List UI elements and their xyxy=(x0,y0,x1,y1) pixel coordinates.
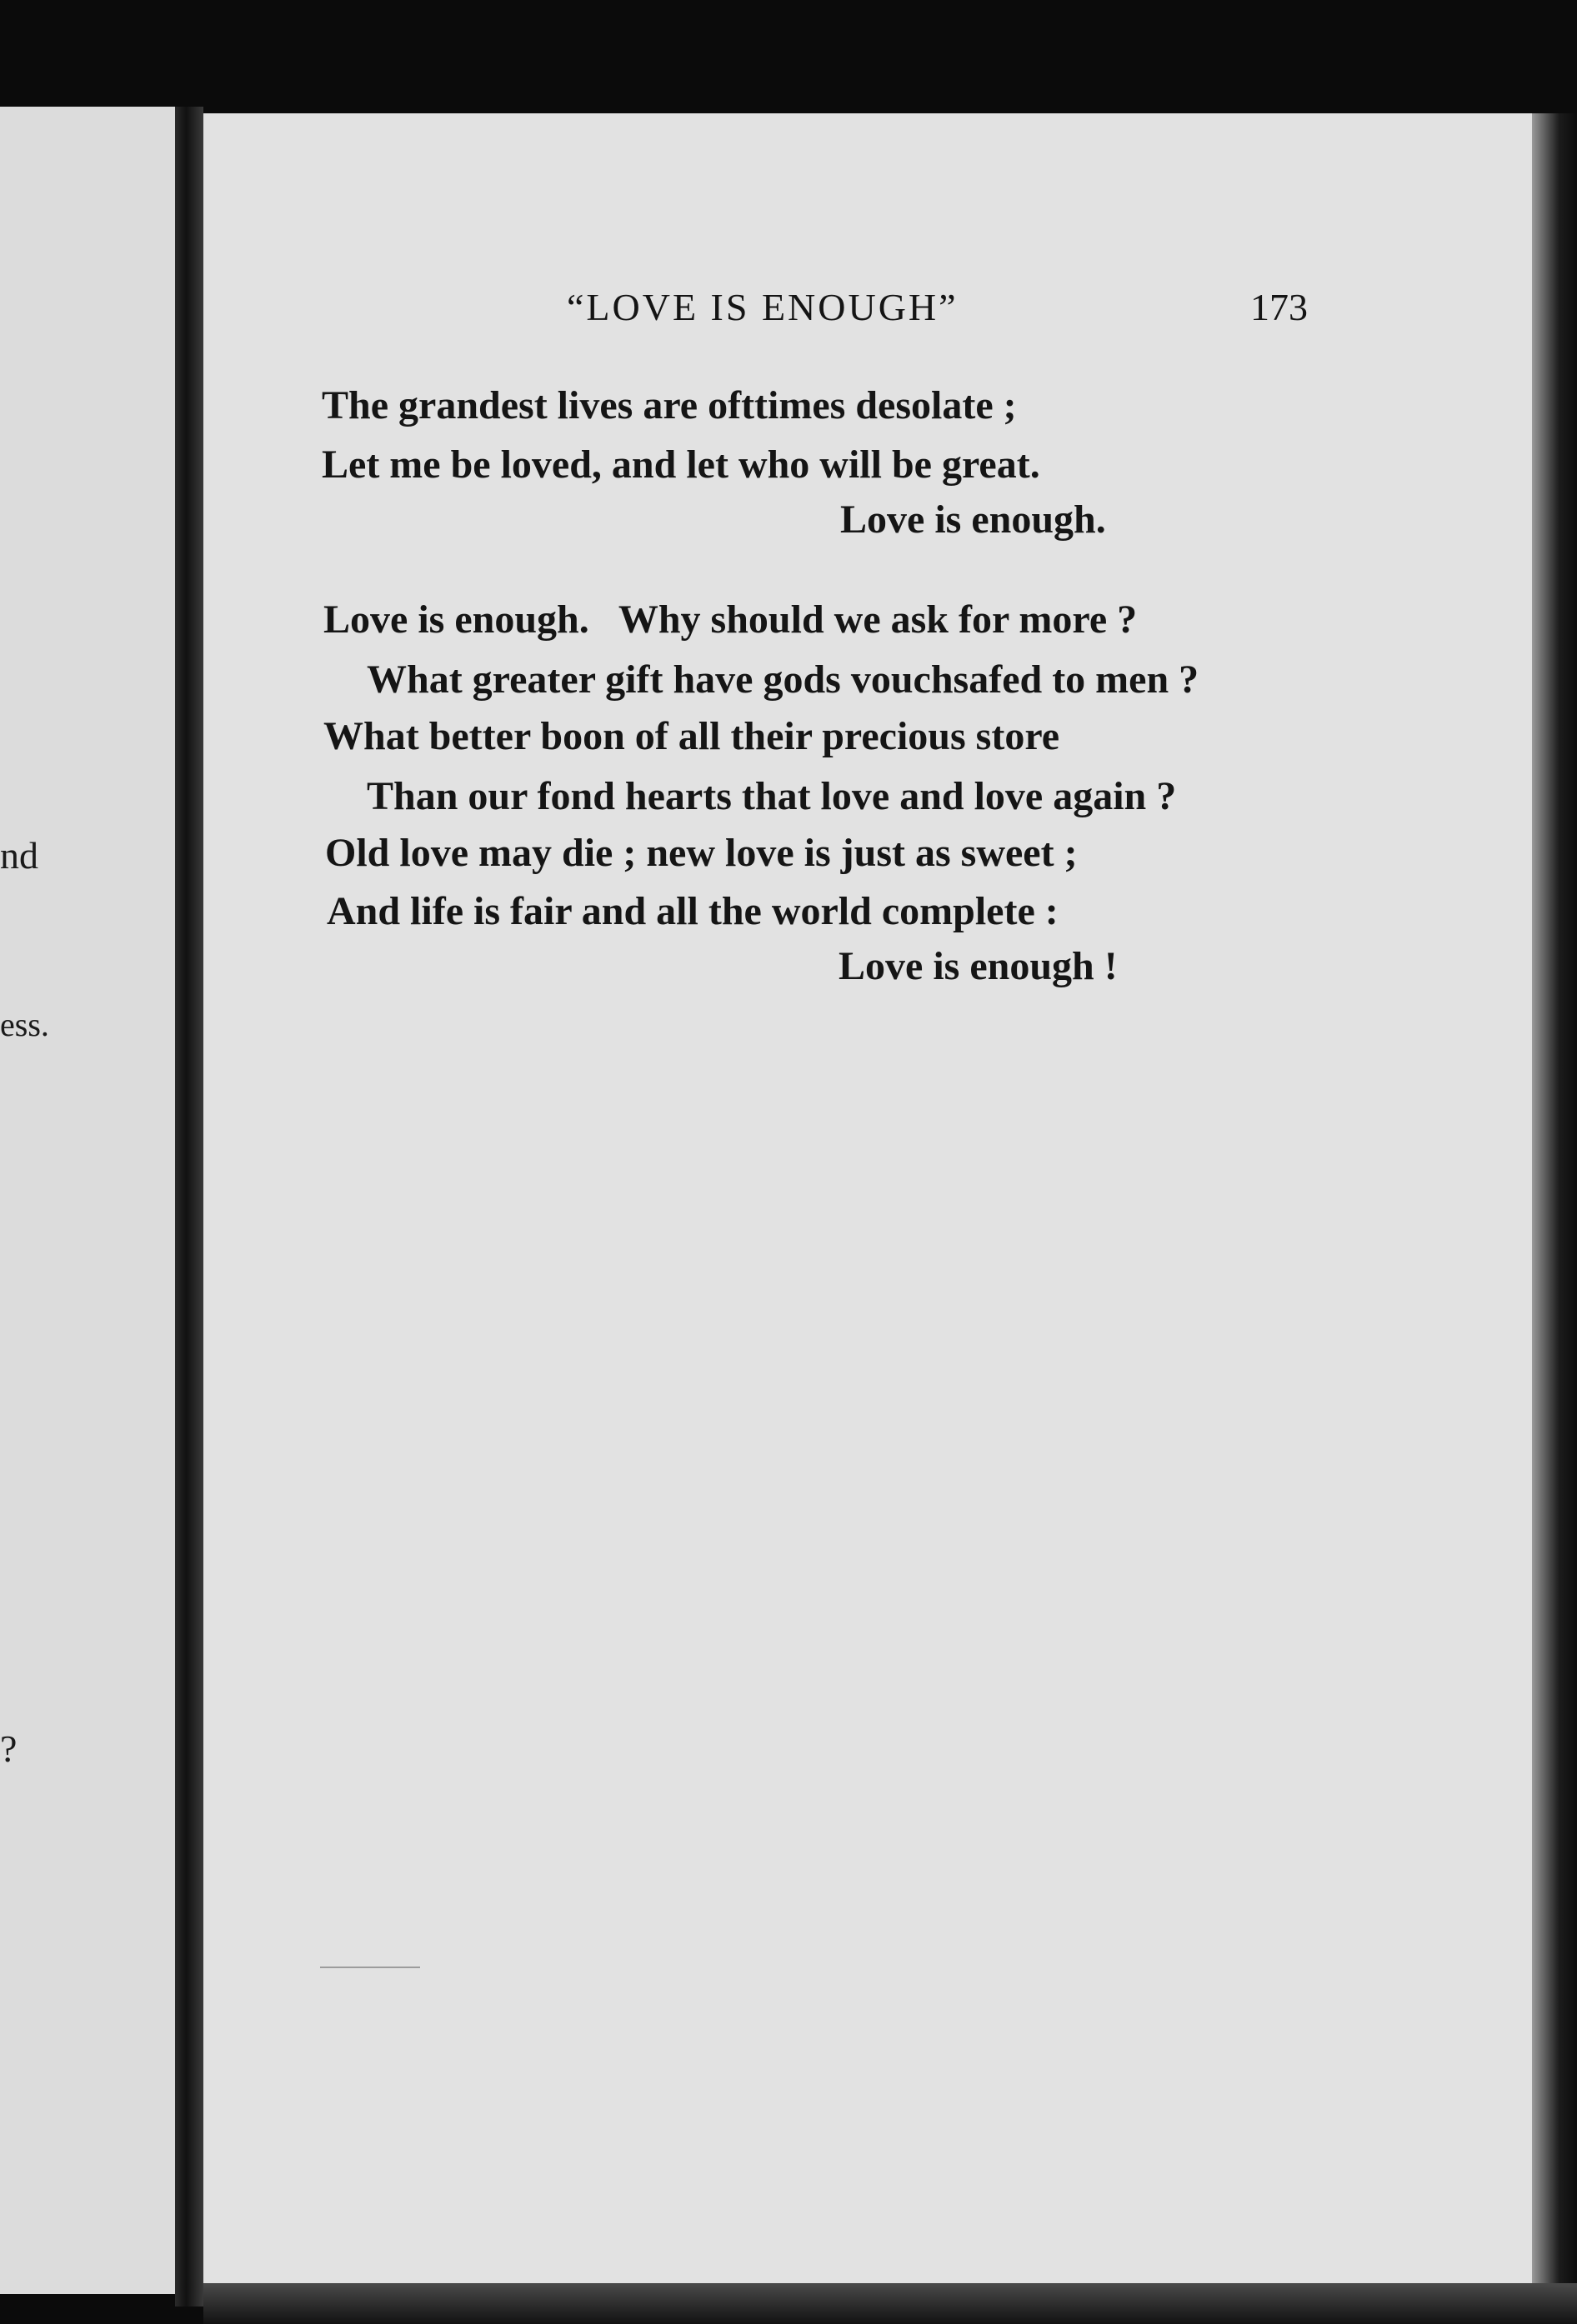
running-head: “LOVE IS ENOUGH” xyxy=(567,286,959,328)
verse-line: Let me be loved, and let who will be great. xyxy=(322,442,1040,487)
previous-page-fragment: nd xyxy=(0,834,38,877)
verse-line: What better boon of all their precious store xyxy=(323,714,1060,758)
verse-line: And life is fair and all the world complete : xyxy=(327,889,1059,933)
previous-page xyxy=(0,107,177,2294)
verse-line: Old love may die ; new love is just as sweet ; xyxy=(325,831,1078,875)
previous-page-fragment: ess. xyxy=(0,1006,49,1043)
page-number: 173 xyxy=(1250,286,1308,328)
page-edge xyxy=(203,2283,1577,2324)
verse-line: What greater gift have gods vouchsafed to men ? xyxy=(367,657,1199,702)
verse-line: Than our fond hearts that love and love again ? xyxy=(367,774,1177,818)
scan-speck xyxy=(320,1967,420,1968)
book-page xyxy=(203,113,1537,2287)
book-gutter xyxy=(175,107,203,2307)
verse-line: The grandest lives are ofttimes desolate ; xyxy=(322,383,1017,427)
page-edge xyxy=(1532,113,1577,2324)
verse-refrain: Love is enough ! xyxy=(839,944,1118,988)
verse-line: Love is enough. Why should we ask for more ? xyxy=(323,597,1138,642)
previous-page-fragment: ? xyxy=(0,1727,18,1770)
verse-refrain: Love is enough. xyxy=(840,497,1106,542)
